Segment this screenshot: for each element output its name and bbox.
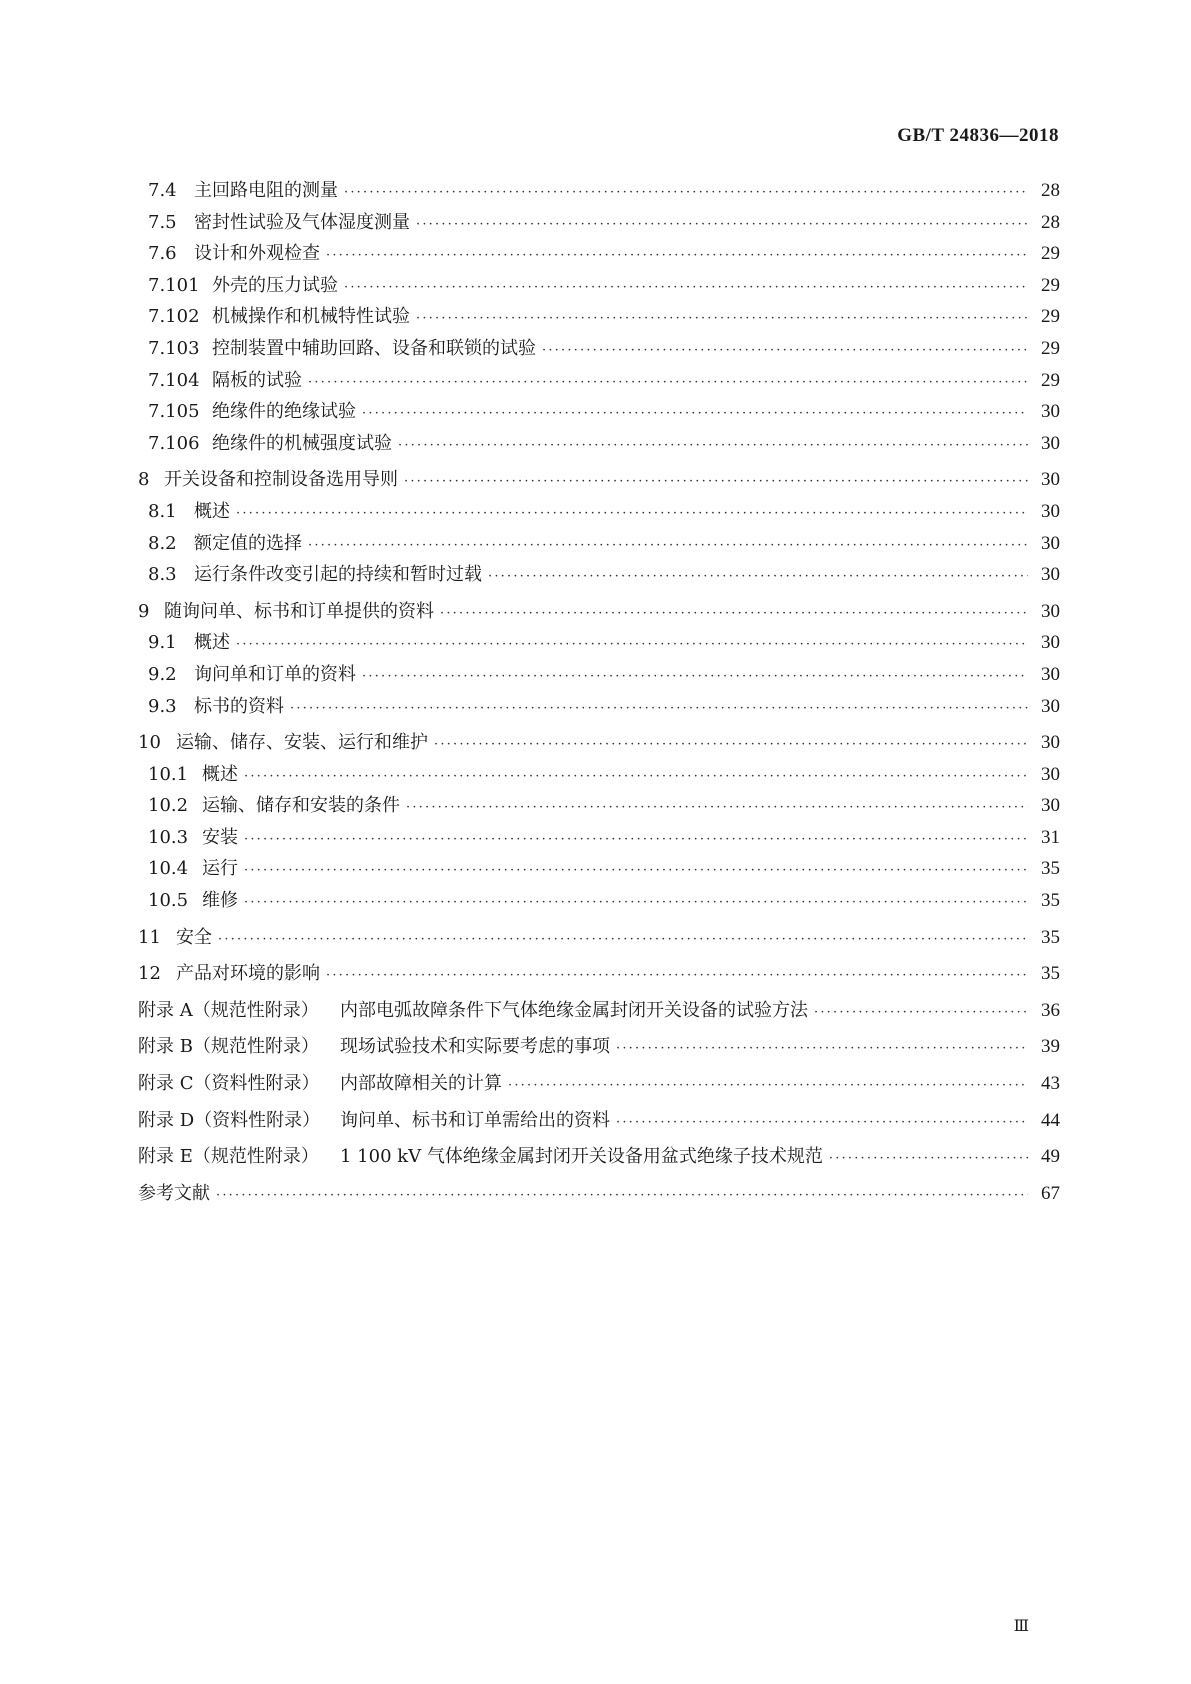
page-folio: Ⅲ (1013, 1618, 1029, 1635)
toc-entry-page: 35 (1041, 926, 1060, 948)
toc-entry[interactable] (138, 1069, 1060, 1101)
toc-entry[interactable] (138, 239, 1060, 271)
toc-entry[interactable] (138, 923, 1060, 955)
toc-entry-title: 运输、储存、安装、运行和维护 (176, 732, 428, 754)
toc-entry[interactable] (138, 176, 1060, 208)
toc-entry-number: 附录 D（资料性附录） (138, 1109, 321, 1131)
toc-entry-number: 9.2 (148, 663, 177, 685)
toc-entry-title: 控制装置中辅助回路、设备和联锁的试验 (212, 337, 536, 359)
toc-entry-number: 8.1 (148, 500, 177, 522)
toc-entry-page: 30 (1041, 469, 1060, 491)
toc-entry-page: 49 (1041, 1146, 1060, 1168)
toc-entry[interactable] (138, 1106, 1060, 1138)
toc-entry-page: 28 (1041, 180, 1060, 201)
toc-entry-title: 参考文献 (138, 1182, 210, 1204)
toc-leader-dots (216, 1188, 1028, 1203)
toc-entry-title: 安全 (176, 926, 212, 948)
toc-entry-number: 10.1 (148, 763, 189, 785)
toc-leader-dots (244, 895, 1028, 910)
toc-entry-page: 30 (1041, 432, 1060, 454)
toc-entry-title: 标书的资料 (194, 695, 284, 717)
toc-leader-dots (344, 185, 1028, 200)
toc-entry-page: 30 (1041, 763, 1060, 785)
toc-leader-dots (416, 217, 1028, 232)
toc-entry-number: 7.104 (148, 369, 200, 391)
toc-entry-number: 8 (138, 469, 150, 491)
toc-entry-title: 概述 (194, 632, 230, 654)
toc-entry-number: 11 (138, 926, 161, 948)
toc-entry-page: 30 (1041, 795, 1060, 817)
toc-entry-title: 产品对环境的影响 (176, 963, 320, 985)
toc-entry[interactable] (138, 959, 1060, 991)
toc-entry[interactable] (138, 560, 1060, 592)
toc-entry[interactable] (138, 692, 1060, 724)
toc-entry[interactable] (138, 597, 1060, 629)
toc-entry-number: 附录 B（规范性附录） (138, 1036, 319, 1058)
toc-entry[interactable] (138, 271, 1060, 303)
toc-entry-number: 10.3 (148, 826, 189, 848)
toc-entry-title: 主回路电阻的测量 (194, 180, 338, 201)
toc-entry[interactable] (138, 660, 1060, 692)
toc-entry[interactable] (138, 429, 1060, 461)
toc-entry-title: 内部电弧故障条件下气体绝缘金属封闭开关设备的试验方法 (340, 999, 808, 1021)
toc-entry-page: 29 (1041, 337, 1060, 359)
toc-entry-page: 30 (1041, 532, 1060, 554)
toc-entry[interactable] (138, 854, 1060, 886)
toc-entry-number: 附录 A（规范性附录） (138, 999, 319, 1021)
toc-entry-title: 1 100 kV 气体绝缘金属封闭开关设备用盆式绝缘子技术规范 (340, 1146, 823, 1168)
toc-entry[interactable] (138, 334, 1060, 366)
toc-entry-number: 10 (138, 732, 161, 754)
toc-entry-title: 密封性试验及气体湿度测量 (194, 211, 410, 233)
toc-leader-dots (244, 832, 1028, 847)
standard-code: GB/T 24836—2018 (897, 125, 1059, 146)
toc-entry-title: 绝缘件的绝缘试验 (212, 401, 356, 423)
toc-leader-dots (542, 343, 1028, 358)
toc-leader-dots (218, 932, 1028, 947)
toc-entry-title: 绝缘件的机械强度试验 (212, 432, 392, 454)
toc-entry-page: 30 (1041, 663, 1060, 685)
toc-entry-number: 9.3 (148, 695, 177, 717)
toc-leader-dots (236, 637, 1028, 652)
toc-entry-number: 附录 E（规范性附录） (138, 1146, 319, 1168)
toc-entry-title: 询问单和订单的资料 (194, 663, 356, 685)
toc-entry-title: 概述 (202, 763, 238, 785)
toc-entry-page: 35 (1041, 890, 1060, 912)
toc-entry-title: 运输、储存和安装的条件 (202, 795, 400, 817)
toc-leader-dots (236, 506, 1028, 521)
toc-leader-dots (829, 1151, 1028, 1166)
toc-entry-page: 30 (1041, 401, 1060, 423)
toc-entry-number: 7.102 (148, 306, 200, 328)
toc-leader-dots (362, 669, 1028, 684)
toc-entry-number: 7.105 (148, 401, 200, 423)
toc-entry-page: 39 (1041, 1036, 1060, 1058)
toc-entry[interactable] (138, 397, 1060, 429)
toc-entry-title: 概述 (194, 500, 230, 522)
toc-entry-number: 8.2 (148, 532, 177, 554)
toc-leader-dots (416, 311, 1028, 326)
toc-entry-number: 7.6 (148, 243, 177, 265)
toc-leader-dots (362, 406, 1028, 421)
toc-entry-number: 7.4 (148, 180, 177, 201)
toc-entry[interactable] (138, 823, 1060, 855)
toc-entry[interactable] (138, 628, 1060, 660)
toc-entry-page: 43 (1041, 1073, 1060, 1095)
toc-entry-page: 30 (1041, 600, 1060, 622)
toc-entry-number: 10.4 (148, 858, 189, 880)
toc-entry-number: 7.5 (148, 211, 177, 233)
toc-entry-page: 67 (1041, 1182, 1060, 1204)
toc-leader-dots (326, 248, 1028, 263)
toc-leader-dots (616, 1115, 1028, 1130)
toc-entry-title: 随询问单、标书和订单提供的资料 (164, 600, 434, 622)
toc-entry-page: 44 (1041, 1109, 1060, 1131)
toc-leader-dots (508, 1078, 1028, 1093)
toc-entry[interactable] (138, 1032, 1060, 1064)
toc-entry-page: 36 (1041, 999, 1060, 1021)
toc-entry-title: 开关设备和控制设备选用导则 (164, 469, 398, 491)
toc-entry[interactable] (138, 1142, 1060, 1174)
toc-leader-dots (406, 800, 1028, 815)
toc-entry-title: 外壳的压力试验 (212, 274, 338, 296)
toc-entry[interactable] (138, 760, 1060, 792)
toc-entry-page: 30 (1041, 632, 1060, 654)
toc-leader-dots (434, 737, 1028, 752)
toc-entry-page: 30 (1041, 500, 1060, 522)
toc-leader-dots (244, 863, 1028, 878)
toc-entry-number: 12 (138, 963, 161, 985)
toc-entry[interactable] (138, 366, 1060, 398)
toc-entry-number: 10.5 (148, 890, 189, 912)
toc-entry-number: 附录 C（资料性附录） (138, 1073, 320, 1095)
toc-entry[interactable] (138, 208, 1060, 240)
toc-entry-title: 额定值的选择 (194, 532, 302, 554)
toc-entry-title: 内部故障相关的计算 (340, 1073, 502, 1095)
toc-entry-title: 运行条件改变引起的持续和暂时过载 (194, 564, 482, 586)
toc-entry-page: 29 (1041, 243, 1060, 265)
toc-entry-title: 设计和外观检查 (194, 243, 320, 265)
toc-leader-dots (814, 1005, 1028, 1020)
toc-entry[interactable] (138, 996, 1060, 1028)
toc-leader-dots (308, 538, 1028, 553)
toc-entry[interactable] (138, 497, 1060, 529)
toc-leader-dots (344, 280, 1028, 295)
toc-entry-number: 9 (138, 600, 150, 622)
toc-entry-page: 29 (1041, 274, 1060, 296)
toc-leader-dots (440, 606, 1028, 621)
toc-entry-title: 现场试验技术和实际要考虑的事项 (340, 1036, 610, 1058)
toc-entry-number: 9.1 (148, 632, 177, 654)
toc-entry[interactable] (138, 465, 1060, 497)
toc-leader-dots (488, 569, 1028, 584)
toc-entry-title: 安装 (202, 826, 238, 848)
toc-entry-title: 机械操作和机械特性试验 (212, 306, 410, 328)
toc-entry[interactable] (138, 728, 1060, 760)
toc-entry-number: 7.103 (148, 337, 200, 359)
table-of-contents (138, 176, 1060, 1210)
toc-leader-dots (290, 701, 1028, 716)
toc-entry-title: 维修 (202, 890, 238, 912)
toc-leader-dots (308, 375, 1028, 390)
toc-entry[interactable] (138, 529, 1060, 561)
toc-entry-title: 运行 (202, 858, 238, 880)
toc-entry-page: 35 (1041, 858, 1060, 880)
toc-entry[interactable] (138, 1179, 1060, 1211)
toc-entry-number: 8.3 (148, 564, 177, 586)
toc-entry-page: 29 (1041, 306, 1060, 328)
toc-leader-dots (616, 1041, 1028, 1056)
toc-leader-dots (244, 769, 1028, 784)
toc-entry-page: 30 (1041, 732, 1060, 754)
toc-leader-dots (398, 438, 1028, 453)
toc-entry-number: 7.101 (148, 274, 200, 296)
toc-entry-page: 30 (1041, 695, 1060, 717)
toc-entry[interactable] (138, 302, 1060, 334)
toc-leader-dots (326, 968, 1028, 983)
toc-entry[interactable] (138, 886, 1060, 918)
toc-entry-title: 询问单、标书和订单需给出的资料 (340, 1109, 610, 1131)
toc-entry-title: 隔板的试验 (212, 369, 302, 391)
toc-entry-page: 29 (1041, 369, 1060, 391)
toc-leader-dots (404, 474, 1028, 489)
toc-entry-number: 7.106 (148, 432, 200, 454)
toc-entry[interactable] (138, 791, 1060, 823)
toc-entry-page: 31 (1041, 826, 1060, 848)
toc-entry-page: 30 (1041, 564, 1060, 586)
toc-entry-number: 10.2 (148, 795, 189, 817)
toc-entry-page: 28 (1041, 211, 1060, 233)
toc-entry-page: 35 (1041, 963, 1060, 985)
